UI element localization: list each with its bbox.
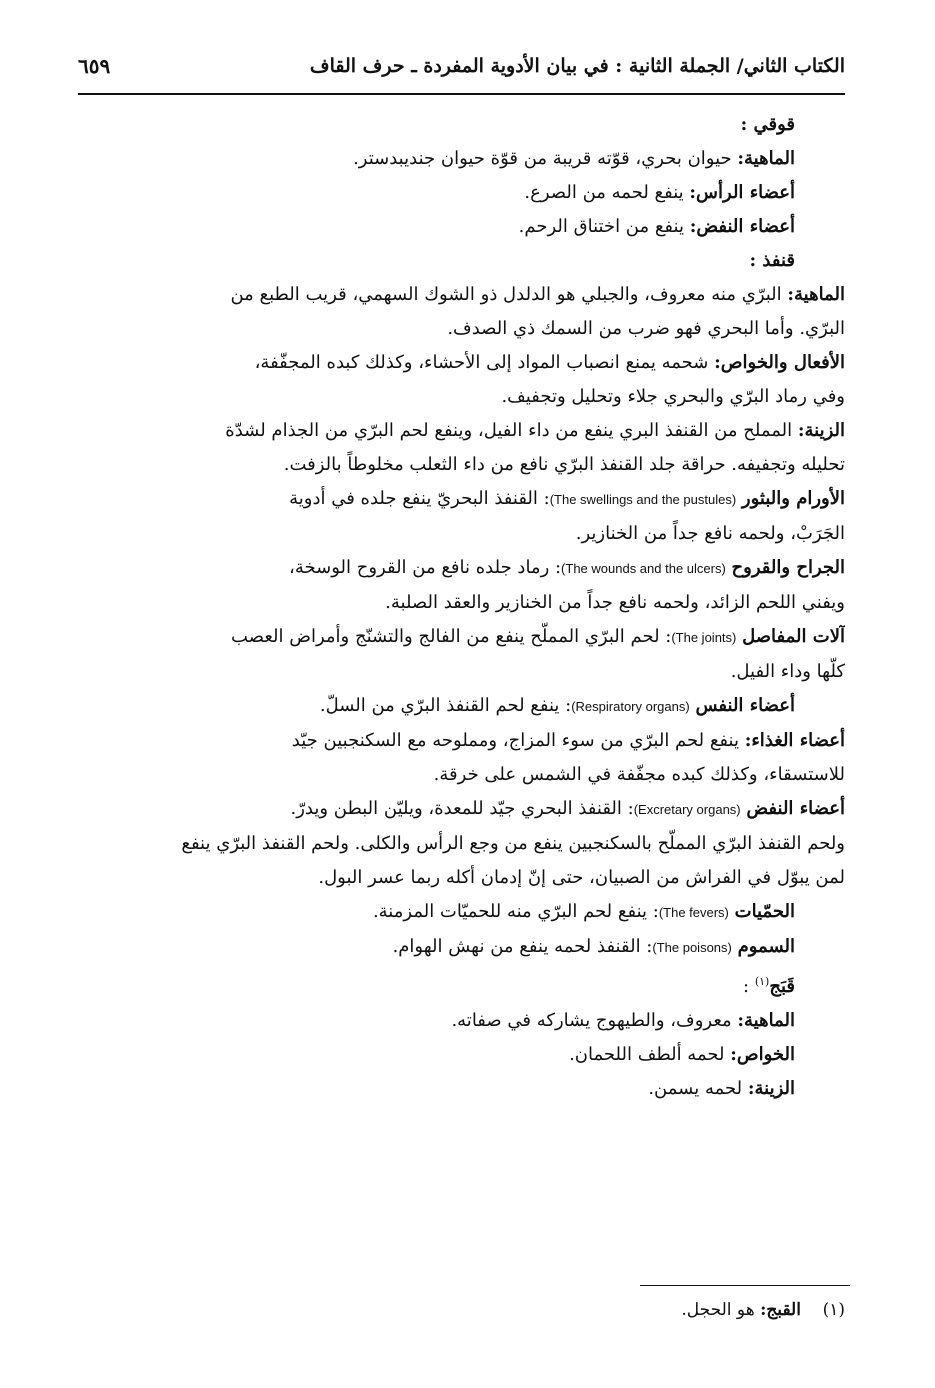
entry-term: أعضاء النفس [695, 695, 795, 716]
entry-term: الماهية: [787, 284, 845, 305]
entry-line [80, 1004, 845, 1038]
entry-text: معروف، والطيهوج يشاركه في صفاته. [451, 1010, 738, 1031]
entry-line [80, 482, 845, 517]
body-text [80, 108, 845, 1106]
entry-line [80, 551, 845, 586]
entry-term: الأورام والبثور [741, 488, 845, 509]
english-gloss: (Respiratory organs) [571, 699, 690, 714]
entry-line [80, 965, 845, 1004]
entry-line [80, 689, 845, 724]
entry-line [80, 930, 845, 965]
entry-term: أعضاء النفض [746, 798, 845, 819]
entry-line [80, 278, 845, 312]
entry-term: الزينة: [747, 1078, 795, 1099]
entry-term: الماهية: [737, 148, 795, 169]
entry-text: ينفع من اختناق الرحم. [518, 216, 690, 237]
entry-line [80, 142, 845, 176]
text-line-continuation [80, 380, 845, 414]
entry-text: الجَرَبْ، ولحمه نافع جداً من الخنازير. [575, 523, 845, 544]
entry-text: المملح من القنفذ البري ينفع من داء الفيل، وينفع لحم البرّي من الجذام لشدّة [225, 420, 798, 441]
entry-line [80, 895, 845, 930]
entry-term: أعضاء الرأس: [689, 182, 795, 203]
text-line-continuation [80, 448, 845, 482]
entry-text: : القنفذ البحريّ ينفع جلده في أدوية [289, 488, 550, 509]
entry-text: : القنفذ البحري جيّد للمعدة، ويليّن البطن ويدرّ. [290, 798, 634, 819]
entry-term: أعضاء الغذاء: [744, 730, 845, 751]
entry-term: قَبَج [769, 976, 795, 997]
entry-term: قنفذ : [749, 250, 795, 271]
english-gloss: (Excretary organs) [633, 802, 741, 817]
text-line-continuation [80, 586, 845, 620]
entry-text: : ينفع لحم القنفذ البرّي من السلّ. [319, 695, 572, 716]
entry-text: ينفع لحم البرّي من سوء المزاج، ومملوحه مع السكنجبين جيّد [291, 730, 745, 751]
entry-text: كلّها وداء الفيل. [730, 661, 845, 682]
entry-text: تحليله وتجفيفه. حراقة جلد القنفذ البرّي نافع من داء الثعلب مخلوطاً بالزفت. [283, 454, 845, 475]
entry-line [80, 108, 845, 142]
entry-term: الحمّيات [734, 901, 795, 922]
english-gloss: (The joints) [671, 630, 737, 645]
english-gloss: (The fevers) [658, 905, 729, 920]
entry-text: : لحم البرّي المملّح ينفع من الفالج والتشنّج وأمراض العصب [231, 626, 672, 647]
entry-text: لحمه ألطف اللحمان. [569, 1044, 731, 1065]
entry-line [80, 1072, 845, 1106]
entry-line [80, 210, 845, 244]
entry-text: لحمه يسمن. [648, 1078, 748, 1099]
text-line-continuation [80, 655, 845, 689]
text-line-continuation [80, 758, 845, 792]
entry-line [80, 724, 845, 758]
entry-text: ولحم القنفذ البرّي المملّح بالسكنجبين ينفع من وجع الرأس والكلى. ولحم القنفذ البرّي ينفع [181, 833, 845, 854]
english-gloss: (The poisons) [652, 940, 732, 955]
entry-term: آلات المفاصل [742, 626, 845, 647]
entry-term: قوقي : [740, 114, 795, 135]
entry-line [80, 620, 845, 655]
entry-text: : ينفع لحم البرّي منه للحميّات المزمنة. [372, 901, 659, 922]
text-line-continuation [80, 312, 845, 346]
entry-term: الماهية: [737, 1010, 795, 1031]
entry-line [80, 792, 845, 827]
entry-term: الجراح والقروح [731, 557, 845, 578]
entry-line [80, 414, 845, 448]
entry-text: : القنفذ لحمه ينفع من نهش الهوام. [392, 936, 653, 957]
footnote-text: هو الحجل. [681, 1300, 755, 1320]
entry-text: : رماد جلده نافع من القروح الوسخة، [289, 557, 562, 578]
entry-line [80, 244, 845, 278]
text-line-continuation [80, 827, 845, 861]
entry-term: الخواص: [730, 1044, 795, 1065]
running-title: الكتاب الثاني/ الجملة الثانية : في بيان الأدوية المفردة ـ حرف القاف [309, 55, 845, 77]
text-line-continuation [80, 517, 845, 551]
entry-text: لمن يبوّل في الفراش من الصبيان، حتى إنّ إدمان أكله ربما عسر البول. [318, 867, 845, 888]
footnote-term: القبج: [760, 1300, 801, 1320]
page-header [78, 46, 845, 86]
footnote-marker: (١) [822, 1300, 845, 1320]
entry-term: الزينة: [797, 420, 845, 441]
entry-line [80, 346, 845, 380]
footnote-rule [640, 1285, 850, 1286]
entry-term: السموم [737, 936, 795, 957]
entry-line [80, 176, 845, 210]
entry-line [80, 1038, 845, 1072]
text-line-continuation [80, 861, 845, 895]
footnote [681, 1300, 845, 1320]
entry-term: أعضاء النفض: [689, 216, 795, 237]
entry-text: للاستسقاء، وكذلك كبده مجفّفة في الشمس على خرقة. [433, 764, 845, 785]
entry-text: البرّي. وأما البحري فهو ضرب من السمك ذي الصدف. [447, 318, 845, 339]
entry-text: شحمه يمنع انصباب المواد إلى الأحشاء، وكذلك كبده المجفّفة، [254, 352, 715, 373]
header-rule [78, 93, 845, 95]
entry-text: ينفع لحمه من الصرع. [524, 182, 690, 203]
entry-term: الأفعال والخواص: [714, 352, 845, 373]
english-gloss: (The wounds and the ulcers) [561, 561, 726, 576]
entry-text: وفي رماد البرّي والبحري جلاء وتحليل وتجفيف. [501, 386, 845, 407]
entry-text: ويفني اللحم الزائد، ولحمه نافع جداً من الخنازير والعقد الصلبة. [385, 592, 845, 613]
footnote-reference: (١) [754, 975, 770, 988]
entry-text: حيوان بحري، قوّته قريبة من قوّة حيوان جنديبدستر. [353, 148, 738, 169]
page-number: ٦٥٩ [78, 54, 111, 78]
entry-text: : [743, 976, 755, 997]
english-gloss: (The swellings and the pustules) [549, 492, 737, 507]
entry-text: البرّي منه معروف، والجبلي هو الدلدل ذو الشوك السهمي، قريب الطبع من [230, 284, 788, 305]
